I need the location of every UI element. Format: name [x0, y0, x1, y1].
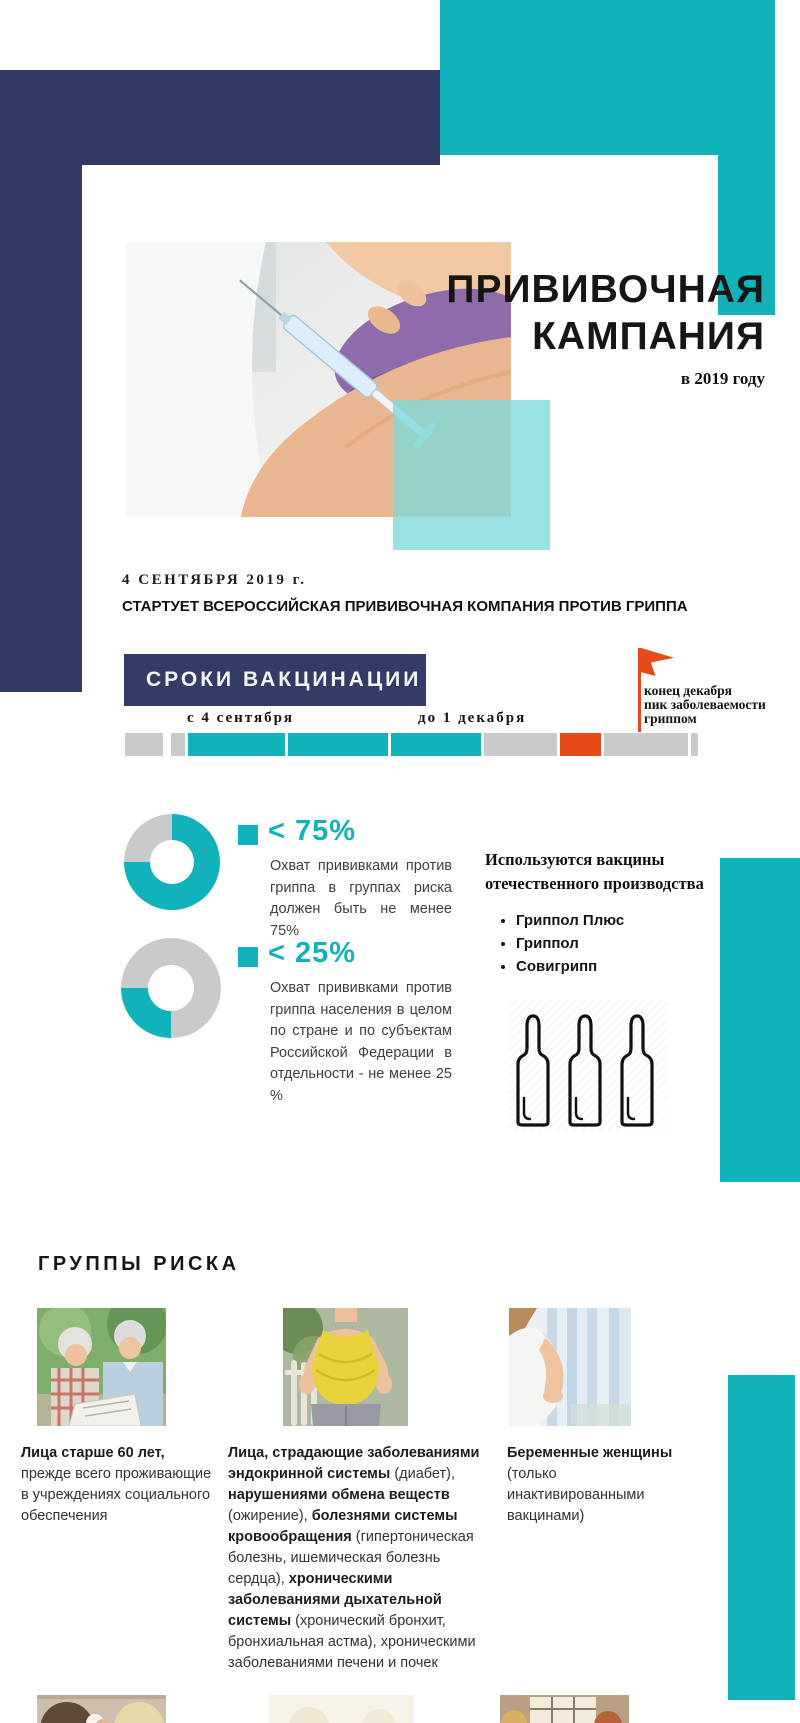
teal-bullet-square — [238, 947, 258, 967]
text-segment: (ожирение), — [228, 1508, 312, 1524]
flu-peak-note — [644, 684, 796, 726]
coverage-donut-25 — [121, 938, 221, 1038]
text-segment: Беременные женщины — [507, 1445, 673, 1461]
coverage-value-75: < 75% — [268, 815, 357, 847]
text-segment: хроническими заболеваниями дыхательной системы — [228, 1571, 442, 1629]
vaccination-period-heading: СРОКИ ВАКЦИНАЦИИ — [124, 654, 426, 706]
flag-pole — [638, 648, 641, 732]
campaign-start-statement: СТАРТУЕТ ВСЕРОССИЙСКАЯ ПРИВИВОЧНАЯ КОМПАНИЯ ПРОТИВ ГРИППА — [122, 598, 688, 615]
timeline-segment-teal — [391, 733, 481, 756]
light-photo-partial — [269, 1695, 414, 1723]
medical-workers-photo-partial — [37, 1695, 166, 1723]
overweight-person-photo — [283, 1308, 408, 1426]
timeline-segment-orange — [560, 733, 601, 756]
vaccine-list-item: • Гриппол Плюс — [516, 912, 696, 929]
coverage-description-25: Охват прививками против гриппа населения в целом по стране и по субъектам Российской Федерации в отдельности - не менее 25 % — [270, 980, 452, 1104]
ampoule-icon — [510, 1008, 556, 1128]
vaccine-list-item: • Совигрипп — [516, 958, 696, 975]
coverage-donut-75 — [124, 814, 220, 910]
text-segment: (гипертоническая болезнь, ишемическая болезнь сердца), — [228, 1529, 474, 1587]
timeline-segment-gray — [125, 733, 163, 756]
donut-hole — [150, 840, 194, 884]
page-title — [300, 266, 765, 389]
vaccine-list-item: • Гриппол — [516, 935, 696, 952]
ampoule-icon — [562, 1008, 608, 1128]
text-segment: нарушениями обмена веществ — [228, 1487, 450, 1503]
donut-hole — [148, 965, 194, 1011]
vaccine-list — [500, 912, 696, 981]
campaign-date-label: 4 СЕНТЯБРЯ 2019 г. — [122, 572, 307, 588]
ampoule-icon — [614, 1008, 660, 1128]
text-segment: прежде всего проживающие в учреждениях социального обеспечения — [21, 1466, 212, 1524]
timeline-start-date: с 4 сентября — [187, 710, 295, 726]
children-classroom-photo-partial — [500, 1695, 629, 1723]
timeline-segment-gray — [484, 733, 557, 756]
timeline-segment-gray — [691, 733, 698, 756]
teal-side-band-upper — [720, 858, 800, 1182]
timeline-segment-teal — [288, 733, 388, 756]
coverage-value-25: < 25% — [268, 937, 357, 969]
pregnant-woman-photo — [509, 1308, 631, 1426]
text-segment: (только инактивированными вакцинами) — [507, 1466, 645, 1524]
flu-peak-note-line: пик заболеваемости — [644, 697, 766, 712]
timeline-segment-teal — [188, 733, 285, 756]
translucent-teal-square — [393, 400, 550, 550]
title-year-subtitle: в 2019 году — [680, 369, 765, 388]
text-segment: болезнями системы кровообращения — [228, 1508, 458, 1545]
risk-group-text-chronic-disease — [228, 1443, 490, 1674]
risk-group-text-elderly — [21, 1443, 213, 1527]
ampoules-illustration — [508, 1000, 668, 1130]
title-line-1: ПРИВИВОЧНАЯ — [446, 268, 765, 311]
timeline-segment-gray — [604, 733, 688, 756]
flu-peak-note-line: гриппом — [644, 711, 697, 726]
text-segment: (хронический бронхит, бронхиальная астма), хроническими заболеваниями печени и почек — [228, 1613, 476, 1671]
vaccines-heading: Используются вакцины отечественного производства — [485, 850, 704, 893]
elderly-couple-photo — [37, 1308, 166, 1426]
timeline-end-date: до 1 декабря — [418, 710, 527, 726]
coverage-description-75: Охват прививками против гриппа в группах риска должен быть не менее 75% — [270, 858, 452, 939]
title-line-2: КАМПАНИЯ — [532, 315, 765, 358]
text-segment: Лица, страдающие заболеваниями эндокринной системы — [228, 1445, 480, 1482]
teal-side-band-lower — [728, 1375, 795, 1700]
text-segment: Лица старше 60 лет, — [21, 1445, 165, 1461]
flu-peak-note-line: конец декабря — [644, 683, 732, 698]
teal-bullet-square — [238, 825, 258, 845]
timeline-segment-gray — [171, 733, 185, 756]
risk-groups-heading: ГРУППЫ РИСКА — [38, 1253, 240, 1275]
timeline-bar — [125, 733, 698, 756]
risk-group-text-pregnant — [507, 1443, 685, 1527]
text-segment: (диабет), — [390, 1466, 456, 1482]
